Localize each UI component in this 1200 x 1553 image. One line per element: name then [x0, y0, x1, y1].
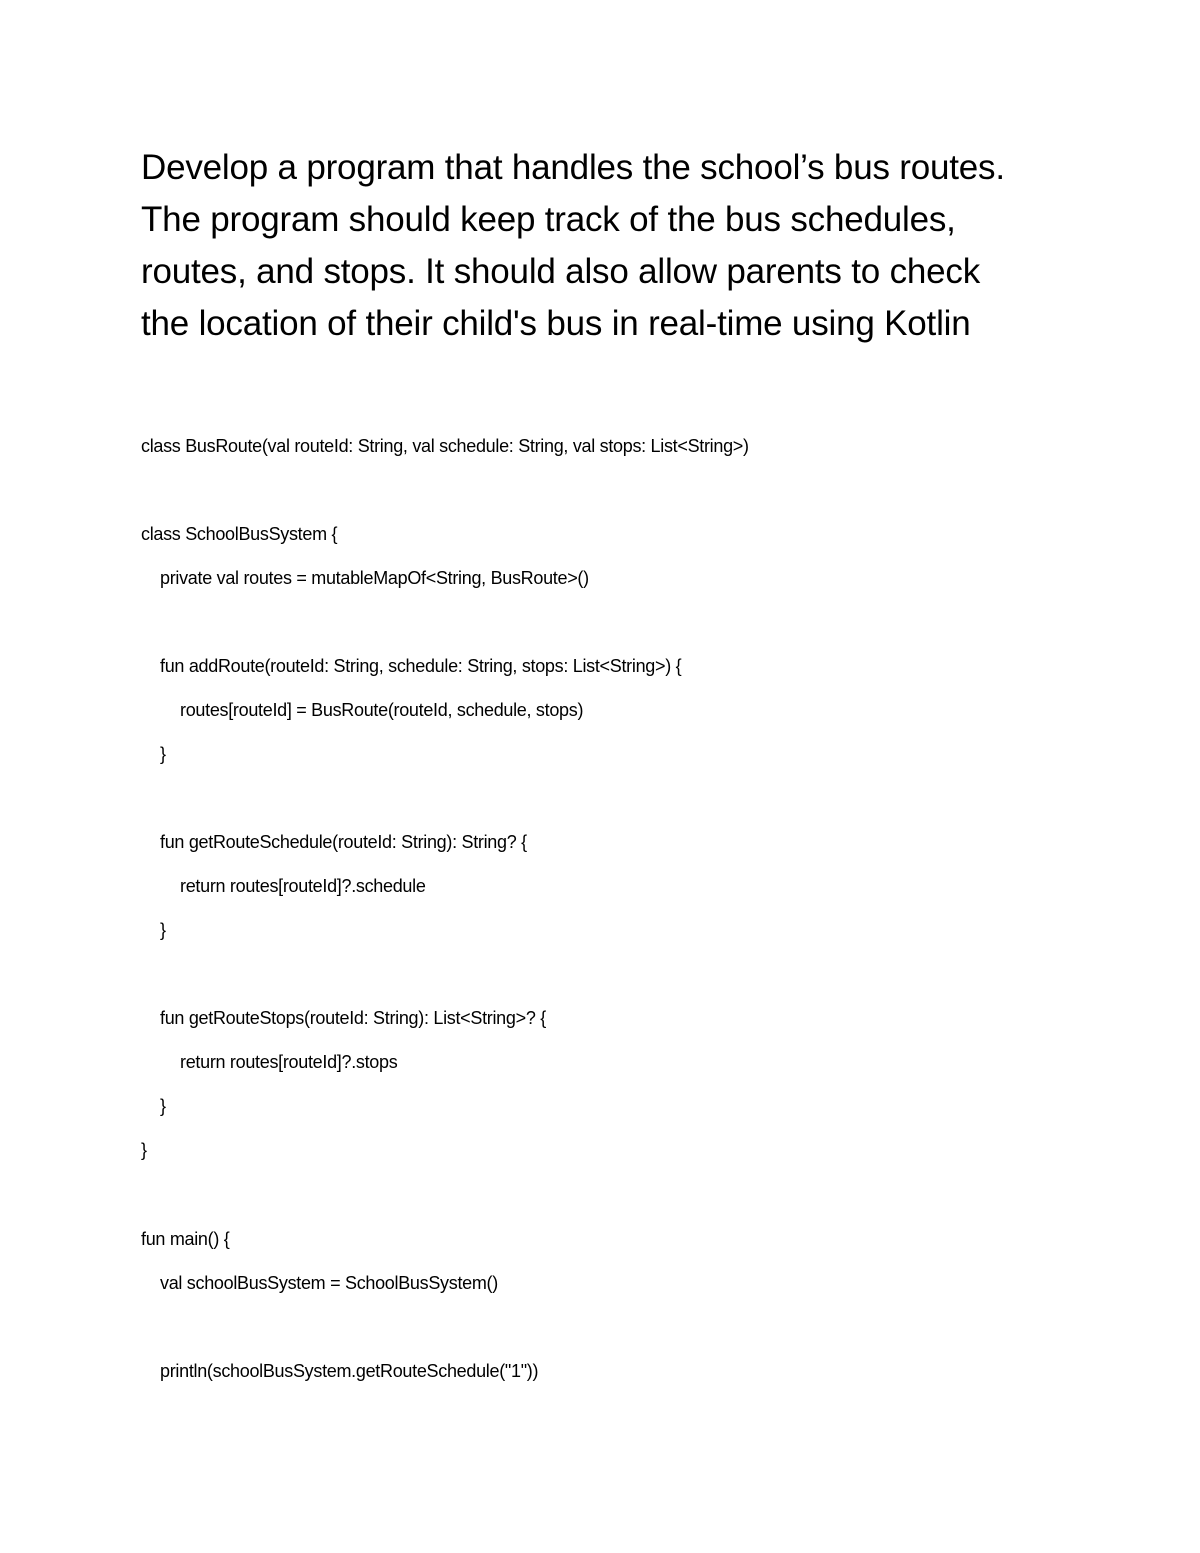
code-line-schoolbussystem-class: class SchoolBusSystem {: [141, 524, 338, 544]
code-line-system-instance: val schoolBusSystem = SchoolBusSystem(): [160, 1273, 498, 1293]
code-line-main-fun: fun main() {: [141, 1229, 230, 1249]
code-line-close-brace: }: [160, 744, 166, 764]
code-line-routes-map: private val routes = mutableMapOf<String, BusRoute>(): [160, 568, 589, 588]
code-line-getrouteschedule-fun: fun getRouteSchedule(routeId: String): String? {: [160, 832, 527, 852]
code-line-close-brace: }: [141, 1140, 147, 1160]
task-heading: [141, 142, 1141, 350]
code-line-addroute-body: routes[routeId] = BusRoute(routeId, schedule, stops): [180, 700, 584, 720]
code-line-close-brace: }: [160, 1096, 166, 1116]
code-line-println-call: println(schoolBusSystem.getRouteSchedule("1")): [160, 1361, 539, 1381]
heading-line: the location of their child's bus in real-time using Kotlin: [141, 304, 971, 343]
code-line-busroute-class: class BusRoute(val routeId: String, val schedule: String, val stops: List<String>): [141, 436, 749, 456]
code-line-close-brace: }: [160, 920, 166, 940]
code-line-getrouteschedule-body: return routes[routeId]?.schedule: [180, 876, 426, 896]
heading-line: routes, and stops. It should also allow parents to check: [141, 252, 981, 291]
code-line-getroutestops-fun: fun getRouteStops(routeId: String): List<String>? {: [160, 1008, 546, 1028]
heading-line: The program should keep track of the bus schedules,: [141, 200, 956, 239]
code-line-getroutestops-body: return routes[routeId]?.stops: [180, 1052, 398, 1072]
heading-line: Develop a program that handles the school’s bus routes.: [141, 148, 1005, 187]
code-line-addroute-fun: fun addRoute(routeId: String, schedule: String, stops: List<String>) {: [160, 656, 682, 676]
